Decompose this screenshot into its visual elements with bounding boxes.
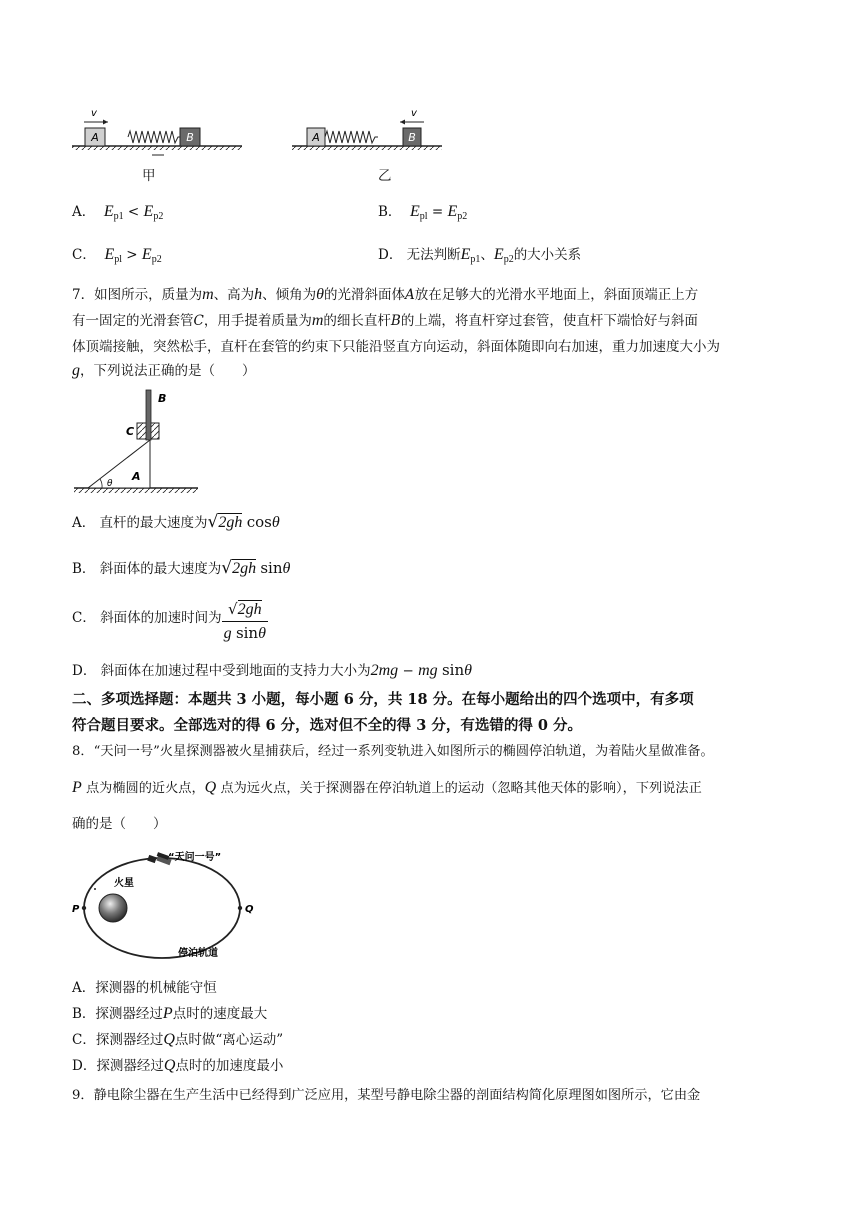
q7-stem-line2: 有一固定的光滑套管C，用手提着质量为m的细长直杆B的上端，将直杆穿过套管，使直杆下端恰好与斜面 [72, 312, 698, 329]
rod-label: B [158, 392, 167, 405]
q8-option-c[interactable]: C．探测器经过Q点时做“离心运动” [72, 1031, 284, 1048]
q9-stem-line1: 9．静电除尘器在生产生活中已经得到广泛应用，某型号静电除尘器的剖面结构简化原理图如图所示，它由金 [72, 1088, 701, 1103]
q8-option-b[interactable]: B．探测器经过P点时的速度最大 [72, 1005, 268, 1022]
q8-stem-line2: P 点为椭圆的近火点，Q 点为远火点，关于探测器在停泊轨道上的运动（忽略其他天体的影响），下列说法正 [72, 779, 702, 796]
point-p-label: P [72, 904, 80, 915]
figure-label-jia: 甲 [142, 168, 156, 184]
figure-label-yi: 乙 [378, 168, 392, 184]
block-b-label: B [408, 131, 416, 144]
q7-stem-line4: g，下列说法正确的是（ ） [72, 362, 256, 379]
q6-option-a[interactable]: A． $E_{p1} < E_{p2}$ [72, 203, 164, 222]
probe-label: “天问一号” [168, 852, 222, 863]
incline-label: A [132, 470, 141, 483]
block-a-label: A [312, 131, 320, 144]
q7-option-d[interactable]: D． 斜面体在加速过程中受到地面的支持力大小为2mg − mg sinθ [72, 661, 472, 679]
q8-stem-line1: 8．“天问一号”火星探测器被火星捕获后，经过一系列变轨进入如图所示的椭圆停泊轨道，为着陆火星做准备。 [72, 744, 714, 759]
figure-jia [72, 108, 242, 155]
q7-option-b[interactable]: B． 斜面体的最大速度为√2gh sinθ [72, 558, 291, 578]
velocity-label: v [91, 108, 97, 119]
q8-option-a[interactable]: A．探测器的机械能守恒 [72, 980, 217, 996]
incline-rod-figure [70, 388, 210, 498]
q6-option-b[interactable]: B． $E_{pl} = E_{p2}$ [378, 203, 468, 222]
block-b-label: B [186, 131, 194, 144]
q8-stem-line3: 确的是（ ） [72, 816, 167, 832]
mars-orbit-figure [68, 842, 258, 964]
sleeve-label: C [126, 425, 135, 438]
q7-option-c[interactable]: C． 斜面体的加速时间为 $\frac{√2gh}{\text{g sinθ}}$ [72, 600, 266, 642]
spring-block-figure [60, 100, 460, 190]
point-q-label: Q [245, 904, 254, 915]
figure-yi [292, 108, 442, 150]
q6-option-c[interactable]: C． $E_{pl} > E_{p2}$ [72, 246, 162, 265]
q7-option-a[interactable]: A． 直杆的最大速度为√2gh cosθ [72, 512, 280, 532]
q7-stem-line1: 7．如图所示，质量为m、高为h、倾角为θ的光滑斜面体A放在足够大的光滑水平地面上，斜面顶端正上方 [72, 286, 699, 303]
mars-label: 火星 [114, 878, 134, 889]
section2-heading-line2: 符合题目要求。全部选对的得 6 分，选对但不全的得 3 分，有选错的得 0 分。 [72, 717, 583, 734]
section2-heading-line1: 二、多项选择题：本题共 3 小题，每小题 6 分，共 18 分。在每小题给出的四个选项中，有多项 [72, 691, 694, 708]
q7-stem-line3: 体顶端接触，突然松手，直杆在套管的约束下只能沿竖直方向运动，斜面体随即向右加速，重力加速度大小为 [72, 339, 720, 355]
q8-option-d[interactable]: D．探测器经过Q点时的加速度最小 [72, 1057, 284, 1074]
velocity-label: v [411, 108, 417, 119]
orbit-label: 停泊轨道 [178, 948, 218, 959]
angle-label: θ [107, 479, 113, 489]
q6-option-d[interactable]: D． 无法判断$E_{p1}$、$E_{p2}$的大小关系 [378, 246, 582, 265]
block-a-label: A [91, 131, 99, 144]
